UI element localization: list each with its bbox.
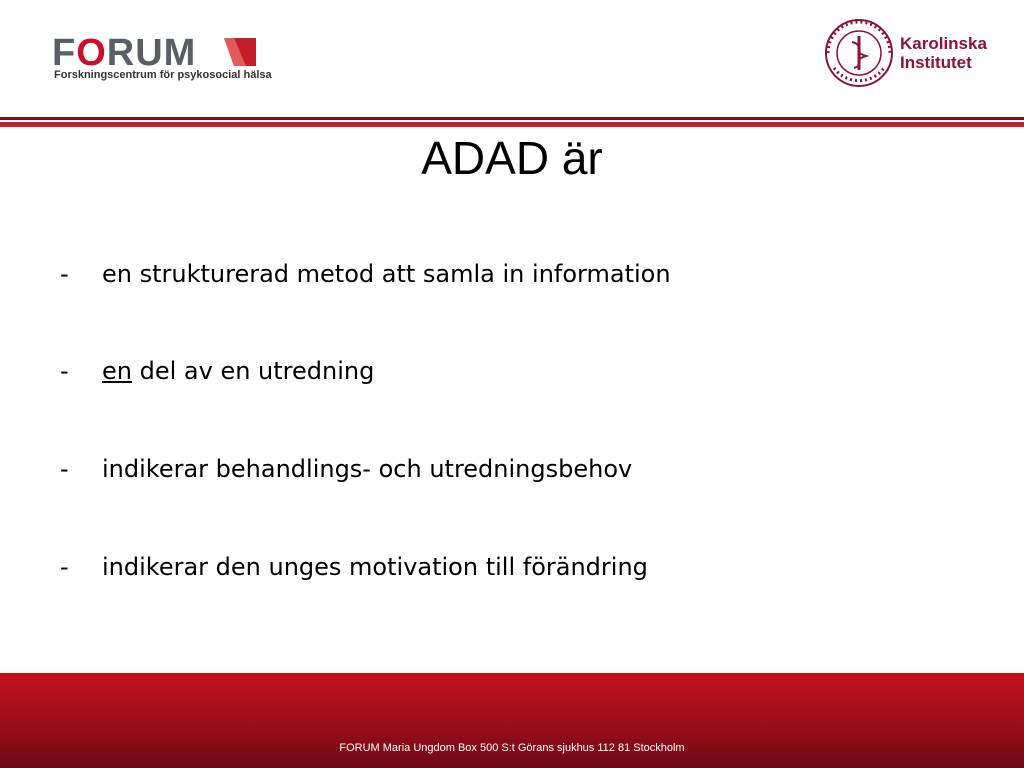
slide-header — [0, 0, 1024, 118]
karolinska-name: Karolinska Institutet — [900, 34, 987, 72]
dash-marker: - — [60, 455, 69, 483]
ki-seal-icon — [824, 18, 894, 88]
underlined-word: en — [102, 357, 132, 385]
bullet-text: indikerar behandlings- och utredningsbehov — [102, 455, 633, 483]
forum-subtitle: Forskningscentrum för psykosocial hälsa — [54, 69, 272, 81]
slide-title: ADAD är — [421, 132, 603, 184]
forum-wordmark: FORUM — [52, 32, 197, 74]
slide-footer — [0, 673, 1024, 768]
karolinska-logo — [824, 18, 999, 90]
forum-logo — [52, 32, 272, 84]
forum-flag-icon — [224, 38, 256, 66]
bullet-text: indikerar den unges motivation till förändring — [102, 553, 648, 581]
dash-marker: - — [60, 260, 69, 288]
dash-marker: - — [60, 553, 69, 581]
header-divider — [0, 117, 1024, 127]
footer-address: FORUM Maria Ungdom Box 500 S:t Görans sjukhus 112 81 Stockholm — [339, 742, 685, 754]
bullet-text: en strukturerad metod att samla in information — [102, 260, 671, 288]
dash-marker: - — [60, 357, 69, 385]
bullet-text: en del av en utredning — [102, 357, 375, 385]
